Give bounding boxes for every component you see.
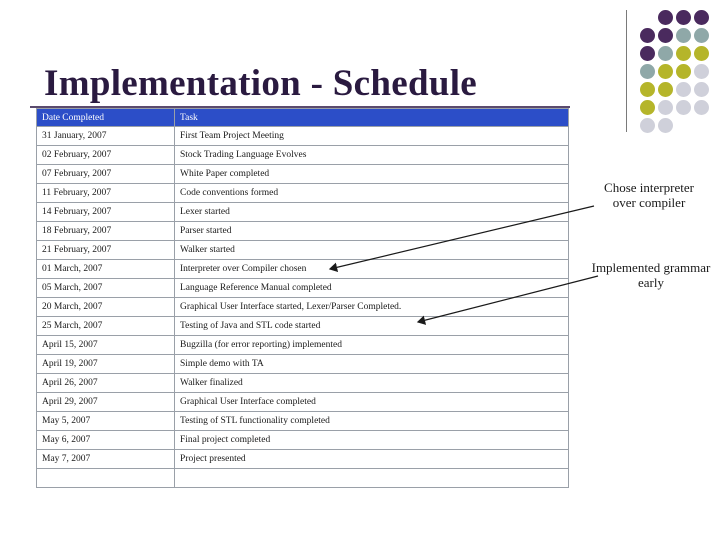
callout-grammar-line-2: early: [638, 275, 664, 290]
cell-date: May 5, 2007: [37, 412, 175, 431]
callout-grammar-line-1: Implemented grammar: [591, 260, 711, 275]
cell-date: 31 January, 2007: [37, 127, 175, 146]
cell-task: First Team Project Meeting: [175, 127, 569, 146]
cell-task: Testing of Java and STL code started: [175, 317, 569, 336]
cell-date: 05 March, 2007: [37, 279, 175, 298]
cell-date: May 7, 2007: [37, 450, 175, 469]
cell-date: 18 February, 2007: [37, 222, 175, 241]
cell-date: April 15, 2007: [37, 336, 175, 355]
cell-date: 14 February, 2007: [37, 203, 175, 222]
cell-task: Interpreter over Compiler chosen: [175, 260, 569, 279]
cell-task: Code conventions formed: [175, 184, 569, 203]
column-header-date: Date Completed: [37, 109, 175, 127]
cell-task: Simple demo with TA: [175, 355, 569, 374]
cell-date: May 6, 2007: [37, 431, 175, 450]
cell-task: Parser started: [175, 222, 569, 241]
column-header-task: Task: [175, 109, 569, 127]
cell-task: Bugzilla (for error reporting) implemented: [175, 336, 569, 355]
cell-task: Lexer started: [175, 203, 569, 222]
cell-date: 01 March, 2007: [37, 260, 175, 279]
cell-task: Walker finalized: [175, 374, 569, 393]
cell-date: April 26, 2007: [37, 374, 175, 393]
cell-task: Final project completed: [175, 431, 569, 450]
cell-task: Project presented: [175, 450, 569, 469]
callout-interpreter-line-2: over compiler: [612, 195, 686, 210]
arrow-interpreter: [330, 206, 594, 269]
cell-date: 21 February, 2007: [37, 241, 175, 260]
cell-date: 20 March, 2007: [37, 298, 175, 317]
cell-task: Testing of STL functionality completed: [175, 412, 569, 431]
cell-task: Walker started: [175, 241, 569, 260]
cell-date: April 19, 2007: [37, 355, 175, 374]
page-title: Implementation - Schedule: [44, 63, 477, 104]
callout-interpreter-line-1: Chose interpreter: [604, 180, 694, 195]
cell-date: 11 February, 2007: [37, 184, 175, 203]
cell-date: April 29, 2007: [37, 393, 175, 412]
cell-task: Language Reference Manual completed: [175, 279, 569, 298]
cell-task: Graphical User Interface started, Lexer/Parser Completed.: [175, 298, 569, 317]
cell-task: Graphical User Interface completed: [175, 393, 569, 412]
cell-task: White Paper completed: [175, 165, 569, 184]
arrow-grammar: [418, 276, 598, 322]
cell-task: Stock Trading Language Evolves: [175, 146, 569, 165]
cell-date: 25 March, 2007: [37, 317, 175, 336]
cell-date: 02 February, 2007: [37, 146, 175, 165]
cell-date: 07 February, 2007: [37, 165, 175, 184]
